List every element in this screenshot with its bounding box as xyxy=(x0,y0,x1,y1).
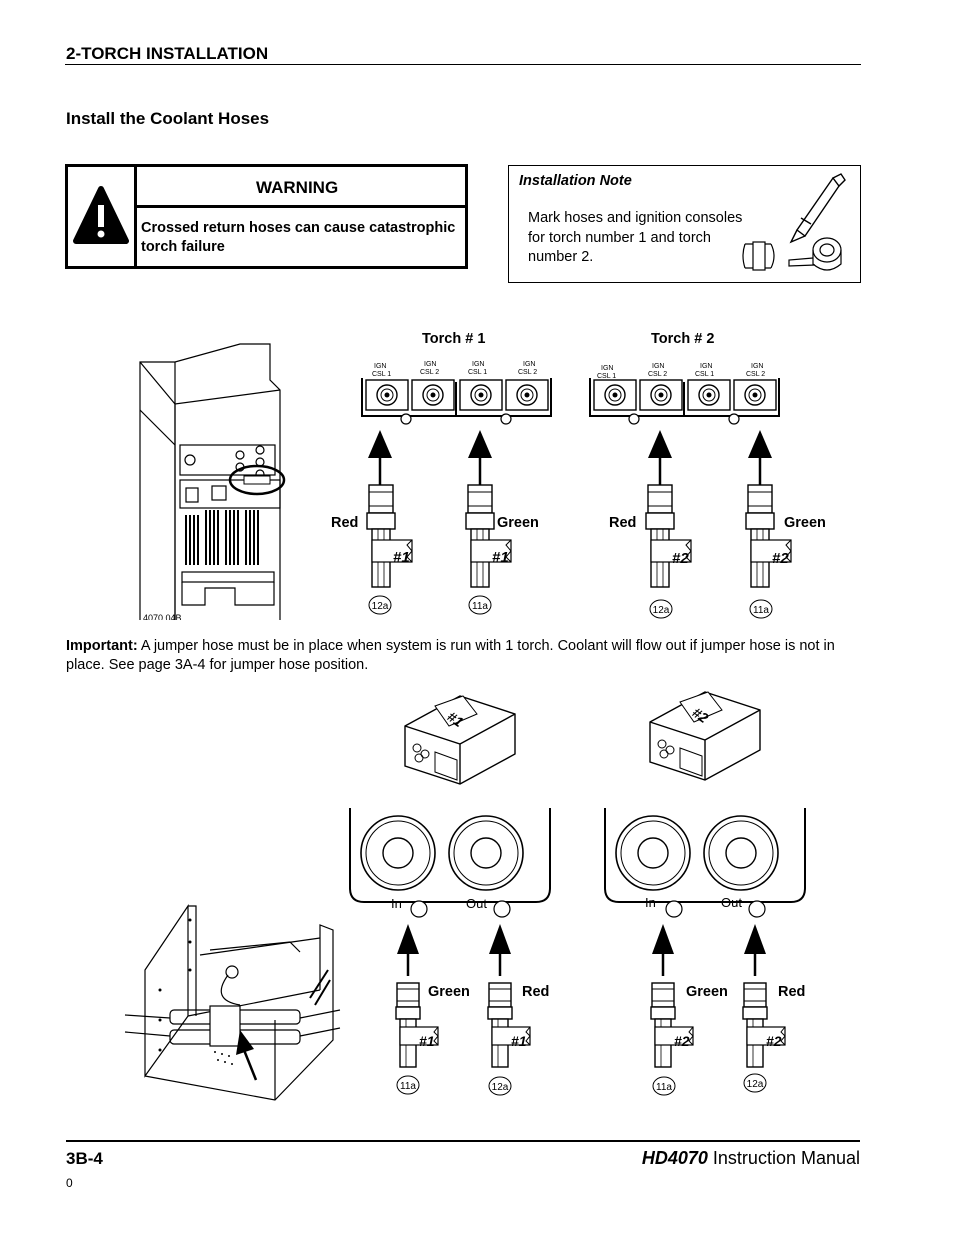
port-label-csl2: CSL 2 xyxy=(746,371,766,378)
in-label: In xyxy=(645,895,656,910)
torch1-console-panel xyxy=(362,361,551,424)
hose-tag: #1 xyxy=(419,1033,435,1049)
svg-text:Green: Green xyxy=(686,984,728,1000)
torch1-label: Torch # 1 xyxy=(422,331,486,347)
port-label-csl2: CSL 2 xyxy=(518,369,538,376)
hose-torch1-green xyxy=(466,485,539,614)
port-label-csl1: CSL 1 xyxy=(372,371,392,378)
hose-tag: #2 xyxy=(672,550,689,567)
hose-tag: #1 xyxy=(492,549,509,566)
svg-text:Red: Red xyxy=(778,984,806,1000)
part-number: 12a xyxy=(746,1079,764,1090)
warning-title: WARNING xyxy=(137,167,465,208)
warning-box xyxy=(65,164,468,269)
port-label-csl1: CSL 1 xyxy=(695,371,715,378)
port-label-ign: IGN xyxy=(523,361,536,368)
svg-text:Green: Green xyxy=(428,984,470,1000)
installation-note-box xyxy=(508,165,861,283)
port-label-ign: IGN xyxy=(751,363,764,370)
hose-tag: #2 xyxy=(772,550,789,567)
console-tag: #1 xyxy=(444,708,467,731)
installation-note-text: Mark hoses and ignition consoles for torch number 1 and torch number 2. xyxy=(528,210,743,265)
section-title: 2-TORCH INSTALLATION xyxy=(66,44,269,63)
hose-torch1-red xyxy=(331,485,412,614)
footer-rule xyxy=(66,1140,860,1142)
port-label-csl2: CSL 2 xyxy=(648,371,668,378)
port-label-csl1: CSL 1 xyxy=(597,373,617,380)
svg-text:Green: Green xyxy=(784,515,826,531)
hose-console2-red xyxy=(743,983,805,1092)
manual-title xyxy=(600,1148,860,1169)
inout-panel-1 xyxy=(350,808,550,917)
warning-triangle-icon xyxy=(68,167,134,266)
part-number: 12a xyxy=(371,601,389,612)
manual-model: HD4070 xyxy=(641,1148,708,1168)
svg-text:Red: Red xyxy=(609,515,637,531)
port-label-csl1: CSL 1 xyxy=(468,369,488,376)
hose-tag: #2 xyxy=(674,1033,690,1049)
revision-number: 0 xyxy=(66,1176,73,1190)
ignition-console-1-illustration xyxy=(405,696,515,784)
hose-tag: #1 xyxy=(511,1033,527,1049)
console-tag: #2 xyxy=(689,704,712,727)
hose-torch2-green xyxy=(746,485,826,618)
warning-icon-cell xyxy=(68,167,137,266)
svg-text:Green: Green xyxy=(497,515,539,531)
hose-tag: #1 xyxy=(393,549,410,566)
page-number: 3B-4 xyxy=(66,1149,103,1168)
coolant-hose-bottom-diagram xyxy=(0,680,954,1120)
hose-console2-green xyxy=(651,983,728,1095)
important-text: A jumper hose must be in place when system is run with 1 torch. Coolant will flow out if jumper hose is not in place. See page 3A-4 for jumper hose position. xyxy=(66,638,835,673)
port-label-ign: IGN xyxy=(700,363,713,370)
port-label-ign: IGN xyxy=(601,365,614,372)
in-label: In xyxy=(391,896,402,911)
port-label-ign: IGN xyxy=(472,361,485,368)
part-number: 12a xyxy=(652,605,670,616)
important-note xyxy=(66,637,866,674)
chassis-illustration xyxy=(125,906,340,1100)
part-number: 11a xyxy=(400,1081,416,1092)
chassis-arrow xyxy=(236,1030,256,1080)
pen-and-tape-icon xyxy=(741,168,859,280)
hose-console1-green xyxy=(396,983,470,1094)
port-label-ign: IGN xyxy=(374,363,387,370)
part-number: 11a xyxy=(753,605,769,616)
inout-panel-2 xyxy=(605,808,805,917)
installation-note-title: Installation Note xyxy=(519,173,632,189)
out-label: Out xyxy=(466,896,487,911)
hose-console1-red xyxy=(488,983,549,1095)
svg-text:Red: Red xyxy=(522,984,550,1000)
svg-text:Red: Red xyxy=(331,515,359,531)
port-label-ign: IGN xyxy=(424,361,437,368)
torch2-label: Torch # 2 xyxy=(651,331,715,347)
hose-torch2-red xyxy=(609,485,691,618)
warning-text: Crossed return hoses can cause catastrophic torch failure xyxy=(141,220,456,255)
part-number: 12a xyxy=(491,1082,509,1093)
manual-title-text: Instruction Manual xyxy=(707,1148,860,1168)
header-rule xyxy=(65,64,861,65)
coolant-hose-top-diagram xyxy=(0,320,954,620)
torch2-console-panel xyxy=(590,363,779,424)
ignition-console-2-illustration xyxy=(650,692,760,780)
important-label: Important: xyxy=(66,638,138,654)
port-label-ign: IGN xyxy=(652,363,665,370)
part-number: 11a xyxy=(656,1082,672,1093)
port-label-csl2: CSL 2 xyxy=(420,369,440,376)
out-label: Out xyxy=(721,895,742,910)
page-subtitle: Install the Coolant Hoses xyxy=(66,109,270,128)
part-number: 11a xyxy=(472,601,488,612)
figure-number: 4070.04B xyxy=(143,613,182,620)
hose-tag: #2 xyxy=(766,1033,782,1049)
